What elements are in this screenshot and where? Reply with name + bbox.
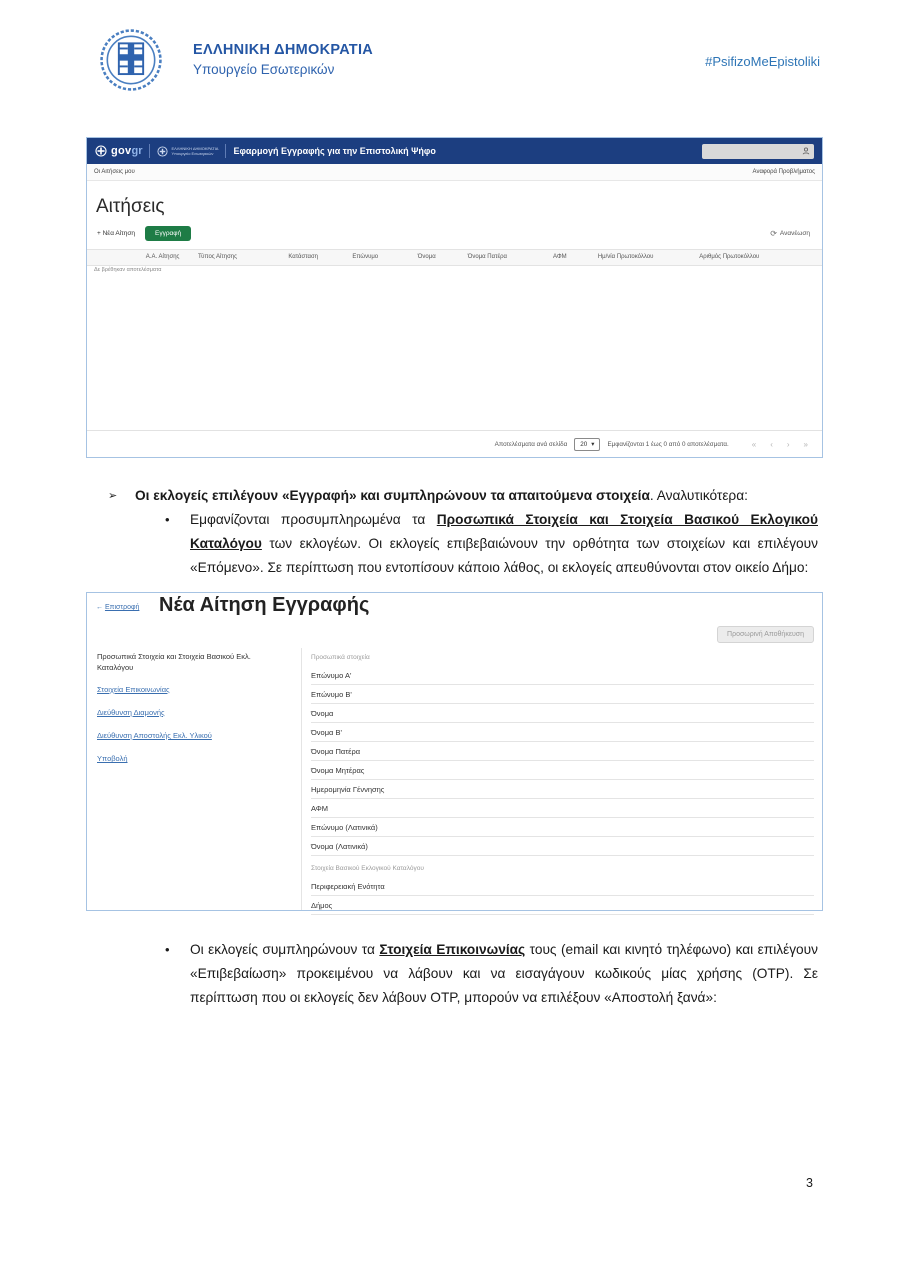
pagination-summary: Εμφανίζονται 1 έως 0 από 0 αποτελέσματα. <box>607 440 729 448</box>
form-fields-panel <box>311 648 814 915</box>
column-header: Τύπος Αίτησης <box>197 254 238 260</box>
refresh-icon: ⟳ <box>770 228 777 238</box>
navbar-divider <box>149 144 150 158</box>
form-field[interactable]: ΑΦΜ <box>311 799 814 818</box>
form-step-2[interactable]: Στοιχεία Επικοινωνίας <box>97 684 170 694</box>
bullet1-paragraph: Εμφανίζονται προσυμπληρωμένα τα Προσωπικά Στοιχεία και Στοιχεία Βασικού Εκλογικού Καταλόγου των εκλογέων. Οι εκλογείς επιβεβαιώνουν την ορθότητα των στοιχείων και επιλέγουν «Επόμενο». Σε περίπτωση που εντοπίσουν κάποιο λάθος, οι εκλογείς απευθύνονται στον οικείο Δήμο: <box>190 512 818 575</box>
per-page-value: 20 <box>580 440 588 448</box>
caret-down-icon: ▾ <box>591 440 595 448</box>
bullet2-paragraph: Οι εκλογείς συμπληρώνουν τα Στοιχεία Επικοινωνίας τους (email και κινητό τηλέφωνο) και επιλέγουν «Επιβεβαίωση» προκειμένου να λάβουν και να εισαγάγουν κωδικούς μίας χρήσης (OTP). Σε περίπτωση που οι εκλογείς δεν λάβουν OTP, μπορούν να επιλέξουν «Αποστολή ξανά»: <box>190 942 818 1005</box>
ministry-line2: Υπουργείο Εσωτερικών <box>171 151 214 156</box>
column-header: Όνομα <box>417 254 436 260</box>
form-section-2 <box>311 877 814 915</box>
back-link[interactable]: ← Επιστροφή <box>96 604 140 611</box>
org-name: ΕΛΛΗΝΙΚΗ ΔΗΜΟΚΡΑΤΙΑ <box>193 42 374 58</box>
bullet2-underlined-term: Στοιχεία Επικοινωνίας <box>379 942 526 957</box>
empty-results-message: Δε βρέθηκαν αποτελέσματα <box>94 267 162 273</box>
column-header: Επώνυμο <box>352 254 379 260</box>
refresh-button[interactable] <box>770 229 810 238</box>
document-header <box>0 26 900 106</box>
form-field[interactable]: Περιφερειακή Ενότητα <box>311 877 814 896</box>
form-field[interactable]: Επώνυμο (Λατινικά) <box>311 818 814 837</box>
sub-navbar <box>87 164 822 181</box>
screenshot-applications-list <box>86 137 823 458</box>
instructions-block-2 <box>108 938 818 1010</box>
back-arrow-icon: ← <box>96 604 103 611</box>
form-section-1 <box>311 666 814 856</box>
applications-toolbar <box>97 223 810 243</box>
ministry-emblem-icon <box>157 146 168 157</box>
ministry-brand <box>157 146 218 157</box>
per-page-label: Αποτελέσματα ανά σελίδα <box>494 440 568 448</box>
form-field[interactable]: Ημερομηνία Γέννησης <box>311 780 814 799</box>
arrow-bullet-icon: ➢ <box>108 490 118 502</box>
form-field[interactable]: Όνομα <box>311 704 814 723</box>
instruction-rest-text: . Αναλυτικότερα: <box>649 488 748 503</box>
greek-republic-emblem-icon <box>99 28 163 92</box>
bullet-dot-icon: • <box>165 942 170 957</box>
form-step-1: Προσωπικά Στοιχεία και Στοιχεία Βασικού Εκλ. Καταλόγου <box>97 652 251 673</box>
column-header: ΑΦΜ <box>552 254 567 260</box>
bullet1-underlined-term: Προσωπικά Στοιχεία και Στοιχεία Βασικού Εκλογικού Καταλόγου <box>190 512 818 551</box>
ministry-line1: ΕΛΛΗΝΙΚΗ ΔΗΜΟΚΡΑΤΙΑ <box>171 146 219 151</box>
form-field[interactable]: Όνομα Μητέρας <box>311 761 814 780</box>
column-header: Κατάσταση <box>288 254 319 260</box>
campaign-hashtag: #PsifizoMeEpistoliki <box>705 54 820 69</box>
column-header: Αριθμός Πρωτοκόλλου <box>699 254 760 260</box>
form-field[interactable]: Επώνυμο Β' <box>311 685 814 704</box>
column-header: Όνομα Πατέρα <box>467 254 508 260</box>
section-label-electoral: Στοιχεία Βασικού Εκλογικού Καταλόγου <box>311 865 424 872</box>
govgr-navbar <box>87 138 822 164</box>
page-number: 3 <box>806 1176 813 1190</box>
app-title: Εφαρμογή Εγγραφής για την Επιστολική Ψήφο <box>233 146 436 156</box>
bullet-dot-icon: • <box>165 512 170 527</box>
form-steps-nav <box>97 651 287 777</box>
instruction-bold-text: Οι εκλογείς επιλέγουν «Εγγραφή» και συμπληρώνουν τα απαιτούμενα στοιχεία <box>135 488 650 503</box>
instructions-block-1 <box>108 484 818 580</box>
applications-heading: Αιτήσεις <box>96 195 165 217</box>
report-problem-link[interactable]: Αναφορά Προβλήματος <box>752 169 815 175</box>
per-page-select[interactable] <box>574 438 600 451</box>
form-field[interactable]: Όνομα (Λατινικά) <box>311 837 814 856</box>
register-button[interactable]: Εγγραφή <box>145 226 191 241</box>
pagination-bar <box>87 430 822 457</box>
screenshot-new-application-form <box>86 592 823 911</box>
new-application-button[interactable]: + Νέα Αίτηση <box>97 229 135 237</box>
section-label-personal: Προσωπικά στοιχεία <box>311 654 370 661</box>
prev-page-button[interactable]: ‹ <box>770 439 773 449</box>
govgr-logo-icon <box>95 145 107 157</box>
brand-gov: gov <box>111 145 132 157</box>
form-field[interactable]: Όνομα Πατέρα <box>311 742 814 761</box>
first-page-button[interactable]: « <box>751 439 757 449</box>
column-header: Ημ/νία Πρωτοκόλλου <box>597 254 654 260</box>
form-field[interactable]: Επώνυμο Α' <box>311 666 814 685</box>
form-field[interactable]: Όνομα Β' <box>311 723 814 742</box>
pager-controls <box>752 440 808 449</box>
org-department: Υπουργείο Εσωτερικών <box>193 62 335 77</box>
refresh-label: Ανανέωση <box>779 229 810 237</box>
save-draft-button[interactable]: Προσωρινή Αποθήκευση <box>717 626 814 643</box>
sidebar-divider <box>301 648 302 910</box>
form-step-4[interactable]: Διεύθυνση Αποστολής Εκλ. Υλικού <box>97 731 212 740</box>
form-step-5[interactable]: Υποβολή <box>97 754 128 764</box>
form-heading: Νέα Αίτηση Εγγραφής <box>159 594 370 616</box>
brand-gr: gr <box>131 145 143 157</box>
form-field[interactable]: Δήμος <box>311 896 814 915</box>
next-page-button[interactable]: › <box>786 439 790 449</box>
breadcrumb-my-applications[interactable]: Οι Αιτήσεις μου <box>94 169 135 175</box>
form-step-3[interactable]: Διεύθυνση Διαμονής <box>97 707 165 717</box>
user-icon <box>802 147 810 155</box>
column-header: Α.Α. Αίτησης <box>145 254 180 260</box>
navbar-divider <box>225 144 226 158</box>
user-search-box[interactable] <box>702 144 814 159</box>
last-page-button[interactable]: » <box>803 439 808 449</box>
results-table-header <box>87 249 822 266</box>
